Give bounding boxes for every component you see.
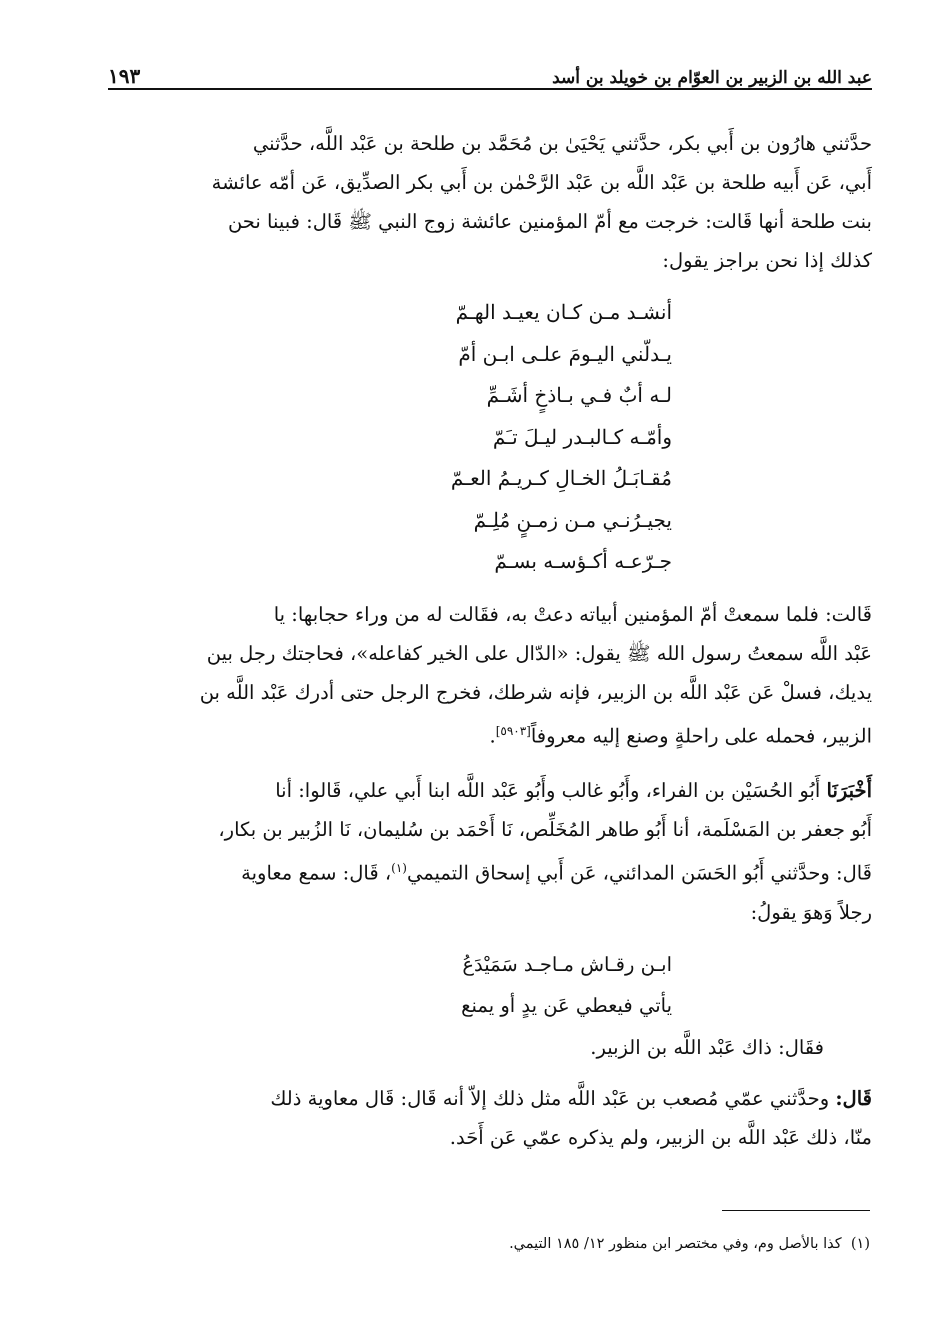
text-line: رجلاً وَهوَ يقولُ: xyxy=(750,900,872,924)
hadith-number: [٥٩٠٣] xyxy=(495,723,531,738)
footnote-number: (١) xyxy=(850,1236,870,1252)
text-line: أَبُو جعفر بن المَسْلَمة، أنا أَبُو طاهر المُخَلِّص، نَا أَحْمَد بن سُليمان، نَا الزُبير بن بكار، xyxy=(218,818,872,841)
poem-rajaz xyxy=(108,292,872,583)
paragraph-closing xyxy=(108,1079,872,1157)
text-line: حدَّثني هارُون بن أَبي بكر، حدَّثني يَحْيَىٰ بن مُحَمَّد بن طلحة بن عَبْد اللَّه، حدَّثني xyxy=(252,132,872,155)
poem-verse-2 xyxy=(108,944,872,1026)
text-line: يديك، فسلْ عَن عَبْد اللَّه بن الزبير، فإنه شرطك، فخرج الرجل حتى أدرك عَبْد اللَّه بن xyxy=(199,680,872,704)
text-line: بنت طلحة أنها قَالت: خرجت مع أمّ المؤمنين عائشة زوج النبي ﷺ قَال: فبينا نحن xyxy=(227,210,872,233)
text-line xyxy=(108,1079,872,1118)
paragraph-isnad-2 xyxy=(108,771,872,932)
verse-line: يـدلّني اليـومَ علـى ابـن أمّ xyxy=(458,341,672,366)
verse-line: لـه أبٌ فـي بـاذخٍ أشَـمِّ xyxy=(486,383,672,407)
text-segment: ، قَال: سمع معاوية xyxy=(241,861,392,885)
verse-line: أنشـد مـن كـان يعيـد الهـمّ xyxy=(455,300,672,324)
text-line: قَالت: فلما سمعتْ أمّ المؤمنين أبياته دعتْ به، فقَالت له من وراء حجابها: يا xyxy=(273,602,872,626)
verse-line: ابـن رقـاش مـاجـد سَمَيْدَعُ xyxy=(462,952,672,976)
verse-line: يأتي فيعطي عَن يدٍ أو يمنع xyxy=(461,993,672,1017)
qal-lead: قَال: xyxy=(835,1086,872,1110)
text-line xyxy=(108,849,872,893)
verse-line: جـرّعـه أكـؤسـه بسـمّ xyxy=(494,549,672,573)
verse-line: يجيـرُنـي مـن زمـنٍ مُلِـمّ xyxy=(473,507,672,532)
paragraph-isnad-1 xyxy=(108,124,872,280)
text-line: عَبْد اللَّه سمعتُ رسول الله ﷺ يقول: «الدّال على الخير كفاعله»، فحاجتك رجل بين xyxy=(206,641,872,665)
footnote-text: كذا بالأصل وم، وفي مختصر ابن منظور ١٢/ ١٨٥ التيمي. xyxy=(509,1236,842,1252)
text-segment: أَبُو الحُسَيْن بن الفراء، وأَبُو غالب وأَبُو عَبْد اللَّه ابنا أَبي علي، قَالوا: أنا xyxy=(275,779,827,802)
paragraph-reply: فقَال: ذاك عَبْد اللَّه بن الزبير. xyxy=(590,1035,824,1059)
verse-line: مُقـابَـلُ الخـالِ كـريـمُ العـمّ xyxy=(450,466,672,490)
text-line: كذلك إذا نحن براجز يقول: xyxy=(662,249,872,272)
text-line xyxy=(108,712,872,756)
text-line xyxy=(108,771,872,810)
akhbarana-lead: أَخْبَرَنَا xyxy=(826,779,872,802)
text-line: منّا، ذلك عَبْد اللَّه بن الزبير، ولم يذكره عمّي عَن أَحَد. xyxy=(449,1125,872,1149)
page-body xyxy=(108,52,872,1157)
footnote-divider xyxy=(722,1210,870,1211)
footnote-marker: (١) xyxy=(391,861,407,875)
footnote xyxy=(509,1236,870,1252)
full-stop: . xyxy=(489,724,496,747)
page-number: ١٩٣ xyxy=(108,64,141,88)
text-segment: وحدَّثني عمّي مُصعب بن عَبْد اللَّه مثل ذلك إلاّ أنه قَال: قَال معاوية ذلك xyxy=(270,1086,836,1110)
text-segment: قَال: وحدَّثني أَبُو الحَسَن المدائني، عَن أَبي إسحاق التميمي xyxy=(406,861,872,885)
running-title: عبد الله بن الزبير بن العوّام بن خويلد بن أسد xyxy=(552,68,872,88)
text-segment: الزبير، فحمله على راحلةٍ وصنع إليه معروفاً xyxy=(530,724,872,747)
running-header xyxy=(108,52,872,90)
text-line: أَبي، عَن أَبيه طلحة بن عَبْد اللَّه بن عَبْد الرَّحْمٰن بن أَبي بكر الصدِّيق، عَن أمّه عائشة xyxy=(211,171,872,194)
paragraph-narration xyxy=(108,595,872,756)
verse-line: وأمّـه كـالبـدر ليـلَ تـَمّ xyxy=(492,424,672,449)
